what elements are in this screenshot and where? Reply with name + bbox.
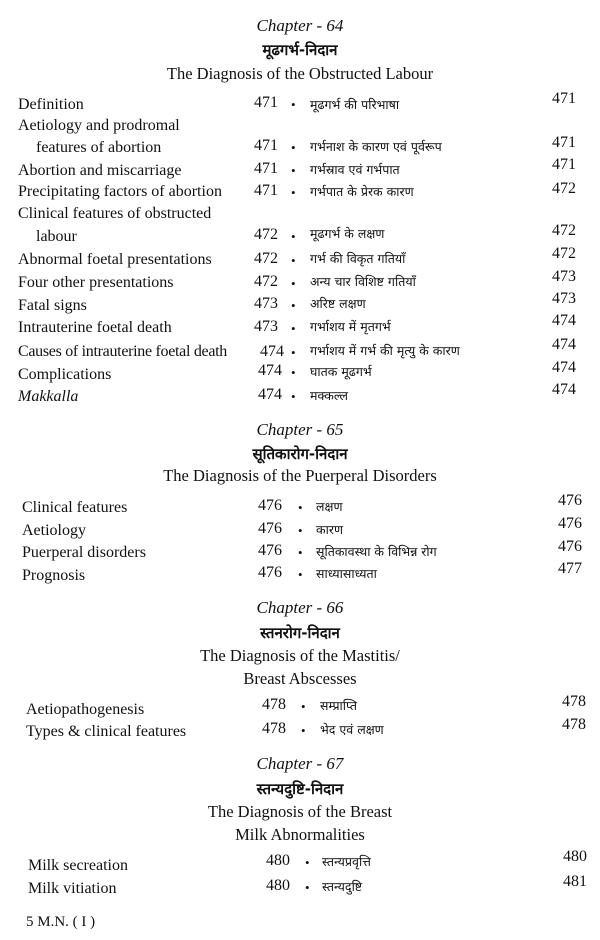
entry-page-right: 477 xyxy=(558,560,582,577)
entry-hindi: अन्य चार विशिष्ट गतियाँ xyxy=(310,274,416,289)
entry-english: Types & clinical features xyxy=(26,723,187,740)
entry-hindi: घातक मूढगर्भ xyxy=(310,364,372,379)
entry-english: Causes of intrauterine foetal death xyxy=(18,343,227,360)
entry-hindi: स्तन्यदुष्टि xyxy=(322,879,363,894)
entry-hindi: गर्भनाश के कारण एवं पूर्वरूप xyxy=(310,139,442,154)
entry-hindi: गर्भ की विकृत गतियाँ xyxy=(310,251,406,266)
chapter-hindi-title: स्तन्यदुष्टि-निदान xyxy=(256,780,344,798)
entry-page-right: 471 xyxy=(552,134,576,151)
toc-entry xyxy=(0,873,600,900)
bullet: • xyxy=(291,298,296,313)
entry-page: 480 xyxy=(266,877,290,894)
entry-hindi: स्तन्यप्रवृत्ति xyxy=(322,854,371,869)
entry-page-right: 478 xyxy=(562,716,586,733)
chapter-english-title: The Diagnosis of the Obstructed Labour xyxy=(166,64,434,83)
chapter-hindi-title: सूतिकारोग-निदान xyxy=(252,445,348,463)
entry-hindi: सूतिकावस्था के विभिन्न रोग xyxy=(316,544,437,559)
entry-page-right: 474 xyxy=(552,312,576,329)
entry-page: 473 xyxy=(254,318,278,335)
toc-entry xyxy=(0,359,600,387)
entry-hindi: अरिष्ट लक्षण xyxy=(310,296,366,311)
toc-entry xyxy=(0,336,600,364)
entry-english: Intrauterine foetal death xyxy=(18,319,172,336)
bullet: • xyxy=(298,523,303,538)
entry-page: 476 xyxy=(258,564,282,581)
entry-page: 474 xyxy=(260,343,284,360)
entry-page: 478 xyxy=(262,696,286,713)
entry-page-right: 478 xyxy=(562,693,586,710)
bullet: • xyxy=(291,389,296,404)
entry-page: 471 xyxy=(254,182,278,199)
toc-entry xyxy=(0,205,600,249)
entry-page-right: 471 xyxy=(552,90,576,107)
bullet: • xyxy=(291,365,296,380)
bullet: • xyxy=(291,185,296,200)
bullet: • xyxy=(301,699,306,714)
chapter-hindi-title: स्तनरोग-निदान xyxy=(260,624,340,642)
bullet: • xyxy=(301,723,306,738)
entry-page: 476 xyxy=(258,497,282,514)
chapter-english-title-continued: Milk Abnormalities xyxy=(235,825,365,844)
entry-hindi: लक्षण xyxy=(316,499,343,514)
page-footer-signature: 5 M.N. ( I ) xyxy=(26,914,96,930)
chapter-label: Chapter - 65 xyxy=(256,420,344,439)
entry-english: Makkalla xyxy=(18,388,79,405)
entry-page-right: 481 xyxy=(563,873,587,890)
entry-page-right: 473 xyxy=(552,290,576,307)
toc-entry xyxy=(0,156,600,182)
entry-hindi: सम्प्राप्ति xyxy=(320,698,358,713)
toc-entry xyxy=(0,693,600,721)
entry-page: 471 xyxy=(254,94,278,111)
toc-entry xyxy=(0,290,600,317)
entry-page: 472 xyxy=(254,250,278,267)
entry-page: 474 xyxy=(258,386,282,403)
entry-page: 472 xyxy=(254,273,278,290)
toc-entry xyxy=(0,182,600,204)
bullet: • xyxy=(298,545,303,560)
entry-hindi: गर्भपात के प्रेरक कारण xyxy=(310,184,414,199)
chapter-label: Chapter - 66 xyxy=(256,598,344,617)
bullet: • xyxy=(298,567,303,582)
toc-entry xyxy=(0,117,600,161)
entry-english: Abortion and miscarriage xyxy=(18,162,182,179)
toc-entry xyxy=(0,245,600,272)
entry-page-right: 480 xyxy=(563,848,587,865)
toc-entry xyxy=(0,381,600,409)
entry-page-right: 471 xyxy=(552,156,576,173)
bullet: • xyxy=(291,229,296,244)
toc-entry xyxy=(0,716,600,743)
toc-entry xyxy=(0,848,600,877)
entry-page: 474 xyxy=(258,362,282,379)
entry-page-right: 476 xyxy=(558,492,582,509)
entry-page: 478 xyxy=(262,720,286,737)
entry-hindi: साध्यासाध्यता xyxy=(316,566,377,581)
entry-page-right: 474 xyxy=(552,336,576,353)
chapter-english-title: The Diagnosis of the Puerperal Disorders xyxy=(163,466,437,485)
bullet: • xyxy=(305,880,310,895)
entry-hindi: मूढगर्भ के लक्षण xyxy=(310,226,385,241)
entry-english: Precipitating factors of abortion xyxy=(18,183,222,200)
entry-page-right: 473 xyxy=(552,268,576,285)
entry-english: Aetiopathogenesis xyxy=(26,701,145,718)
bullet: • xyxy=(291,345,296,360)
entry-page-right: 472 xyxy=(552,180,576,197)
toc-entry xyxy=(0,492,600,519)
entry-page: 472 xyxy=(254,226,278,243)
entry-english: Milk vitiation xyxy=(28,880,117,897)
entry-page-right: 476 xyxy=(558,538,582,555)
entry-page: 480 xyxy=(266,852,290,869)
entry-english: Four other presentations xyxy=(18,274,174,291)
bullet: • xyxy=(291,321,296,336)
toc-entry xyxy=(0,268,600,295)
chapter-label: Chapter - 67 xyxy=(256,754,344,773)
toc-entry xyxy=(0,515,600,542)
entry-hindi: मूढगर्भ की परिभाषा xyxy=(310,97,400,112)
bullet: • xyxy=(298,500,303,515)
chapter-hindi-title: मूढगर्भ-निदान xyxy=(262,41,338,59)
bullet: • xyxy=(291,97,296,112)
entry-hindi: कारण xyxy=(316,522,343,537)
entry-english: Aetiology xyxy=(22,522,86,539)
entry-english-continued: labour xyxy=(36,228,77,245)
toc-entry xyxy=(0,312,600,340)
entry-english: Puerperal disorders xyxy=(22,544,146,561)
entry-english: Prognosis xyxy=(22,567,86,584)
entry-english: Aetiology and prodromal xyxy=(18,117,180,134)
entry-hindi: गर्भाशय में गर्भ की मृत्यु के कारण xyxy=(310,343,460,358)
entry-page: 471 xyxy=(254,137,278,154)
entry-hindi: गर्भस्राव एवं गर्भपात xyxy=(310,162,400,177)
entry-english: Clinical features of obstructed xyxy=(18,205,212,222)
entry-page-right: 472 xyxy=(552,245,576,262)
chapter-english-title: The Diagnosis of the Mastitis/ xyxy=(200,646,400,665)
entry-page-right: 474 xyxy=(552,381,576,398)
entry-hindi: मक्कल्ल xyxy=(310,388,349,403)
entry-page: 476 xyxy=(258,520,282,537)
entry-english: Clinical features xyxy=(22,499,128,516)
entry-page-right: 474 xyxy=(552,359,576,376)
entry-page: 476 xyxy=(258,542,282,559)
bullet: • xyxy=(291,163,296,178)
entry-english: Abnormal foetal presentations xyxy=(18,251,212,268)
toc-entry xyxy=(0,90,600,116)
chapter-english-title: The Diagnosis of the Breast xyxy=(207,802,393,821)
bullet: • xyxy=(291,276,296,291)
bullet: • xyxy=(291,140,296,155)
bullet: • xyxy=(305,855,310,870)
entry-english: Fatal signs xyxy=(18,297,87,314)
entry-english: Milk secreation xyxy=(28,857,128,874)
entry-page-right: 472 xyxy=(552,222,576,239)
entry-english: Complications xyxy=(18,366,112,383)
entry-page: 471 xyxy=(254,160,278,177)
toc-entry xyxy=(0,560,600,587)
entry-english-continued: features of abortion xyxy=(36,139,162,156)
toc-entry xyxy=(0,538,600,564)
chapter-label: Chapter - 64 xyxy=(256,16,344,35)
entry-english: Definition xyxy=(18,96,84,113)
entry-hindi: भेद एवं लक्षण xyxy=(320,722,384,737)
entry-page-right: 476 xyxy=(558,515,582,532)
entry-page: 473 xyxy=(254,295,278,312)
chapter-english-title-continued: Breast Abscesses xyxy=(243,669,357,688)
bullet: • xyxy=(291,253,296,268)
entry-hindi: गर्भाशय में मृतगर्भ xyxy=(310,319,391,334)
